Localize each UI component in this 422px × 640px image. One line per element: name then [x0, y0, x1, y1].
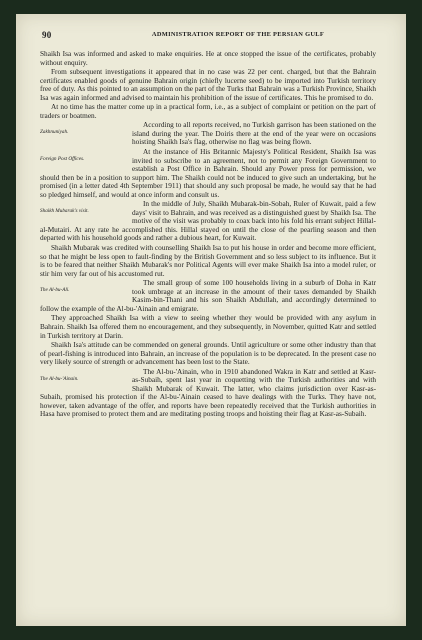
- paragraph: [40, 148, 376, 199]
- side-note: Zakhnuniyah.: [40, 129, 69, 136]
- paragraph-text: At the instance of His Britannic Majesty's Political Resident, Shaikh Isa was invited to subscribe to an agreement, not to permit any Foreign Government to establish a Post Office in Bahrain. Should any Power press for permission, we should then be in a position to support him. The Shaikh could not be induced to give such an undertaking, but he promised (in a letter dated 4th September 1911) that should any such proposal be made, he would say that he had so pledged himself, and would at once inform and consult us.: [40, 147, 376, 199]
- paragraph-text: According to all reports received, no Turkish garrison has been stationed on the island during the year. The Doiris there at the end of the year were on occasions hoisting Shaikh Isa's flag, otherwise no flag was being flown.: [132, 120, 376, 147]
- body-text: [40, 50, 376, 420]
- side-note: The Al-bu-'Ainain.: [40, 375, 79, 382]
- paragraph-text: The Al-bu-'Ainain, who in 1910 abandoned Wakra in Katr and settled at Kasr-as-Subaih, spent last year in coquetting with the Turkish authorities and with Shaikh Mubarak of Kuwait. The latter, who claims jurisdiction over Kasr-as-Subaih, promised his protection if the Al-bu-'Ainain ceased to have dealings with the Turks. They have not, however, taken advantage of the offer, and reports have been repeatedly received that the Turkish authorities in Hasa have promised to protect them and are meditating posting troops and hoisting their flag at Kasr-as-Subaih.: [40, 366, 376, 419]
- paragraph: Shaikh Isa's attitude can be commended on general grounds. Until agriculture or some other industry than that of pearl-fishing is introduced into Bahrain, an increase of the population is to be deprecated. In the present case no very likely source of strength or advancement has been lost to the State.: [40, 340, 376, 367]
- paragraph: At no time has the matter come up in a practical form, i.e., as a subject of complaint or petition on the part of traders or boatmen.: [40, 102, 376, 120]
- paragraph-text: The small group of some 100 households living in a suburb of Doha in Katr took umbrage at an increase in the amount of their taxes demanded by Shaikh Kasim-bin-Thani and his son Shaikh Abdullah, and accordingly determined to follow the example of the Al-bu-'Ainain and emigrate.: [40, 278, 376, 313]
- side-note: The Al-bu-Ali.: [40, 287, 70, 294]
- paragraph: [40, 368, 376, 419]
- page-number: 90: [42, 30, 52, 40]
- side-note: Foreign Post Offices.: [40, 156, 85, 163]
- paragraph: From subsequent investigations it appeared that in no case was 22 per cent. charged, but that the Bahrain certificates enabled goods of genuine Bahrain origin (chiefly lucerne seed) to be imported into Turkish territory free of duty. As this pointed to an assumption on the part of the Turks that Bahrain was a Turkish Province, Shaikh Isa was again informed and advised to maintain his prohibition of the issue of certificates. This he promised to do.: [40, 67, 376, 102]
- paragraph: [40, 121, 376, 147]
- page-header: [42, 30, 394, 42]
- side-note: Shaikh Mubarak's visit.: [40, 208, 89, 215]
- paragraph: Shaikh Mubarak was credited with counselling Shaikh Isa to put his house in order and become more efficient, so that he might be less open to fault-finding by the British Government and so less subject to its influence. But it is to be feared that neither Shaikh Mubarak's nor Political Agents will ever make Shaikh Isa into a model ruler, or stir him very far out of his accustomed rut.: [40, 243, 376, 278]
- paragraph: They approached Shaikh Isa with a view to seeing whether they would be provided with any asylum in Bahrain. Shaikh Isa offered them no encouragement, and they subsequently, in November, quitted Katr and settled in Turkish territory at Darin.: [40, 313, 376, 340]
- paragraph: [40, 279, 376, 313]
- document-page: [16, 14, 406, 626]
- paragraph: Shaikh Isa was informed and asked to make enquiries. He at once stopped the issue of the certificates, probably without enquiry.: [40, 49, 376, 67]
- paragraph: [40, 200, 376, 243]
- running-title: ADMINISTRATION REPORT OF THE PERSIAN GULF: [151, 31, 325, 38]
- paragraph-text: In the middle of July, Shaikh Mubarak-bin-Sobah, Ruler of Kuwait, paid a few days' visit to Bahrain, and was received as a distinguished guest by Shaikh Isa. The motive of the visit was probably to coax back into his fold his errant subject Hillal-al-Mutairi. At any rate he accomplished this. Hillal stayed on until the close of the pearling season and then departed with his household goods and rather a dubious heart, for Kuwait.: [40, 199, 376, 243]
